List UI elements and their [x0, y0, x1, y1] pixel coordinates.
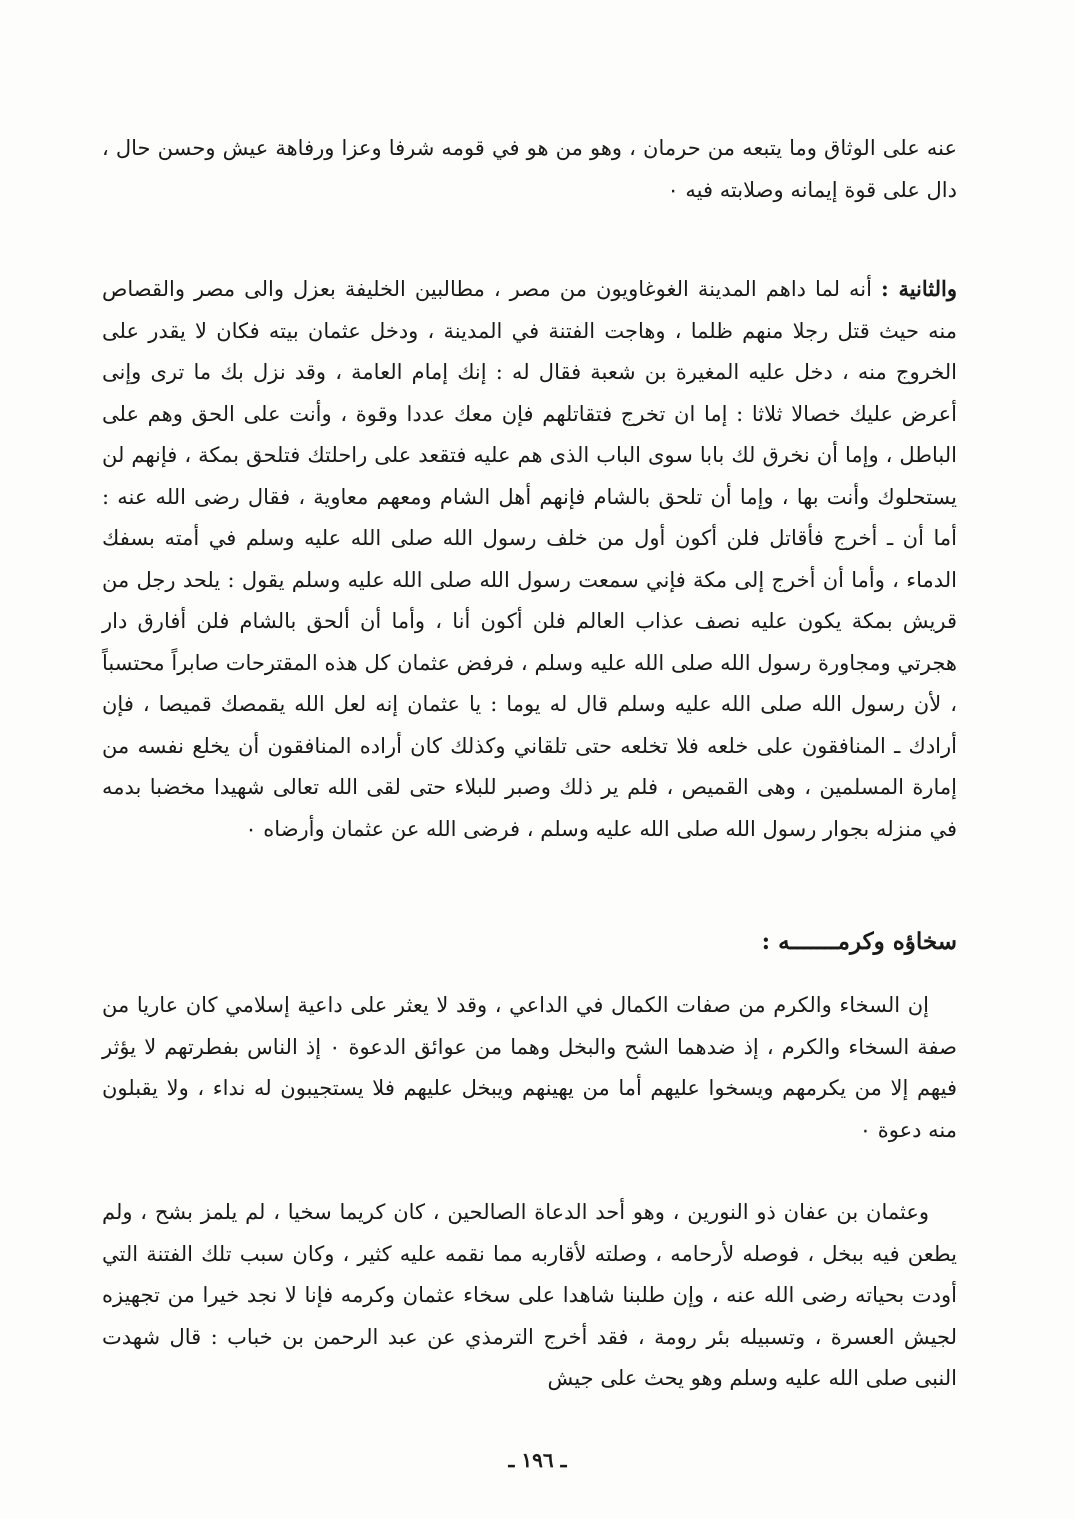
page-number: ـ ١٩٦ ـ [508, 1448, 567, 1472]
paragraph-2-body: أنه لما داهم المدينة الغوغاويون من مصر ، مطالبين الخليفة بعزل والى مصر والقصاص منه حيث قتل رجلا منهم ظلما ، وهاجت الفتنة في المدينة ، ودخل عثمان بيته فكان لا يقدر على الخروج منه ، دخل عليه المغيرة بن شعبة فقال له : إنك إمام العامة ، وقد نزل بك ما ترى وإنى أعرض عليك خصالا ثلاثا : إما ان تخرج فتقاتلهم فإن معك عددا وقوة ، وأنت على الحق وهم على الباطل ، وإما أن نخرق لك بابا سوى الباب الذى هم عليه فتقعد على راحلتك فتلحق بمكة ، فإنهم لن يستحلوك وأنت بها ، وإما أن تلحق بالشام فإنهم أهل الشام ومعهم معاوية ، فقال رضى الله عنه : أما أن ـ أخرج فأقاتل فلن أكون أول من خلف رسول الله صلى الله عليه وسلم في أمته بسفك الدماء ، وأما أن أخرج إلى مكة فإني سمعت رسول الله صلى الله عليه وسلم يقول : يلحد رجل من قريش بمكة يكون عليه نصف عذاب العالم فلن أكون أنا ، وأما أن ألحق بالشام فلن أفارق دار هجرتي ومجاورة رسول الله صلى الله عليه وسلم ، فرفض عثمان كل هذه المقترحات صابراً محتسباً ، لأن رسول الله صلى الله عليه وسلم قال له يوما : يا عثمان إنه لعل الله يقمصك قميصا ، فإن أرادك ـ المنافقون على خلعه فلا تخلعه حتى تلقاني وكذلك كان أراده المنافقون أن يخلع نفسه من إمارة المسلمين ، وهى القميص ، فلم ير ذلك وصبر للبلاء حتى لقى الله تعالى شهيدا مخضبا بدمه في منزله بجوار رسول الله صلى الله عليه وسلم ، فرضى الله عن عثمان وأرضاه ٠ [102, 277, 957, 841]
section-heading: سخاؤه وكرمـــــــه : [761, 928, 957, 955]
paragraph-4: وعثمان بن عفان ذو النورين ، وهو أحد الدعاة الصالحين ، كان كريما سخيا ، لم يلمز بشح ، ولم يطعن فيه ببخل ، فوصله لأرحامه ، وصلته لأقاربه مما نقمه عليه كثير ، وكان سبب تلك الفتنة التي أودت بحياته رضى الله عنه ، وإن طلبنا شاهدا على سخاء عثمان وكرمه فإنا لا نجد خيرا من تجهيزه لجيش العسرة ، وتسبيله بئر رومة ، فقد أخرج الترمذي عن عبد الرحمن بن خباب : قال شهدت النبى صلى الله عليه وسلم وهو يحث على جيش [102, 1200, 957, 1390]
paragraph-3: إن السخاء والكرم من صفات الكمال في الداعي ، وقد لا يعثر على داعية إسلامي كان عاريا من صفة السخاء والكرم ، إذ ضدهما الشح والبخل وهما من عوائق الدعوة ٠ إذ الناس بفطرتهم لا يؤثر فيهم إلا من يكرمهم ويسخوا عليهم أما من يهينهم ويبخل عليهم فلا يستجيبون له نداء ، ولا يقبلون منه دعوة ٠ [102, 993, 957, 1142]
paragraph-2 [102, 268, 957, 850]
paragraph-1: عنه على الوثاق وما يتبعه من حرمان ، وهو من هو في قومه شرفا وعزا ورفاهة عيش وحسن حال ، دال على قوة إيمانه وصلابته فيه ٠ [102, 136, 957, 202]
paragraph-2-lead: والثانية : [881, 276, 957, 301]
